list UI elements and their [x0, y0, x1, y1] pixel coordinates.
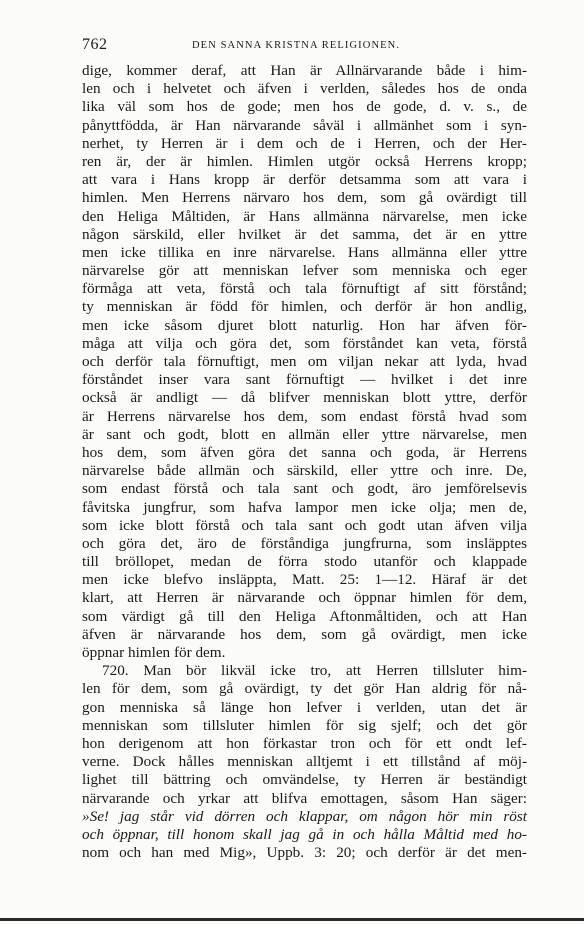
- running-title: DEN SANNA KRISTNA RELIGIONEN.: [192, 40, 401, 51]
- text-line: menniskan som tillsluter himlen för sig sjelf; och det gör: [82, 716, 527, 734]
- text-line: dige, kommer deraf, att Han är Allnärvarande både i him-: [82, 62, 527, 79]
- text-line: fåvitska jungfrur, som hafva lampor men icke olja; men de,: [82, 498, 527, 516]
- text-line: len för dem, som gå ovärdigt, ty det gör Han aldrig för nå-: [82, 680, 527, 698]
- text-line: och öppnar, till honom skall jag gå in och hålla Måltid med ho-: [82, 825, 527, 843]
- text-line: gon menniska så länge hon lefver i verlden, utan det är: [82, 698, 527, 716]
- text-line: förmåga att veta, förstå och tala förnuftigt af sitt förstånd;: [82, 280, 527, 298]
- text-line: äfven är närvarande hos dem, som gå ovärdigt, men icke: [82, 625, 527, 643]
- text-line: nerhet, ty Herren är i dem och de i Herren, och der Her-: [82, 134, 527, 152]
- text-line: måga att vilja och göra det, som förståndet kan veta, förstå: [82, 334, 527, 352]
- text-line: lighet till bättring och omvändelse, ty Herren är beständigt: [82, 771, 527, 789]
- text-line: är sant och godt, blott en allmän eller yttre närvarelse, men: [82, 425, 527, 443]
- text-line: nom och han med Mig», Uppb. 3: 20; och derför är det men-: [82, 844, 527, 862]
- text-line: är Herrens närvarelse hos dem, som endast förstå hvad som: [82, 407, 527, 425]
- text-line: men icke såsom djuret blott naturlig. Hon har äfven för-: [82, 316, 527, 334]
- text-line: men icke tillika en inre närvarelse. Hans allmänna eller yttre: [82, 243, 527, 261]
- text-line: och derför tala förnuftigt, men om viljan nekar att lyda, hvad: [82, 353, 527, 370]
- text-line: som icke blott förstå och tala sant och godt utan äfven vilja: [82, 516, 527, 534]
- text-line: öppnar himlen för dem.: [82, 644, 226, 661]
- text-line: len och i helvetet och äfven i verlden, således hos de onda: [82, 80, 527, 98]
- text-line: närvarande och yrkar att blifva emottagen, såsom Han säger:: [82, 789, 527, 807]
- text-line: någon särskild, eller hvilket är det samma, det är en yttre: [82, 225, 527, 243]
- text-line: som värdigt gå till den Heliga Aftonmåltiden, och att Han: [82, 607, 527, 625]
- text-line: att vara i Hans kropp är derför detsamma som att vara i: [82, 171, 527, 189]
- text-line: klart, att Herren är närvarande och öppnar himlen för dem,: [82, 589, 527, 607]
- text-line: och göra det, äro de förståndiga jungfrurna, som insläpptes: [82, 534, 527, 552]
- page-bottom-border: [0, 918, 584, 921]
- text-line: verne. Dock hålles menniskan alltjemt i ett tillstånd af möj-: [82, 753, 527, 771]
- page-number: 762: [82, 36, 108, 53]
- text-line: »Se! jag står vid dörren och klappar, om någon hör min röst: [82, 807, 527, 825]
- body-text: [82, 62, 527, 862]
- text-line: 720. Man bör likväl icke tro, att Herren tillsluter him-: [102, 662, 527, 680]
- text-line: också är andligt — då blifver menniskan blott yttre, derför: [82, 389, 527, 407]
- page-header: [82, 36, 522, 58]
- text-line: lika väl som hos de gode; men hos de gode, d. v. s., de: [82, 98, 527, 116]
- text-line: som endast förstå och tala sant och godt, äro jemförelsevis: [82, 480, 527, 498]
- text-line: ty menniskan är född för himlen, och derför är hon andlig,: [82, 298, 527, 316]
- text-line: pånyttfödda, är Han närvarande såväl i allmänhet som i syn-: [82, 116, 527, 134]
- text-line: hos dem, som äfven göra det sanna och goda, är Herrens: [82, 443, 527, 461]
- text-line: förståndet inser vara sant förnuftigt — hvilket i det inre: [82, 371, 527, 389]
- text-line: ren är, der är himlen. Himlen utgör också Herrens kropp;: [82, 152, 527, 170]
- text-line: till bröllopet, medan de förra stodo utanför och klappade: [82, 553, 527, 571]
- text-line: himlen. Men Herrens närvaro hos dem, som gå ovärdigt till: [82, 189, 527, 207]
- text-line: närvarelse gör att menniskan lefver som menniska och eger: [82, 262, 527, 280]
- text-line: men icke blefvo insläppta, Matt. 25: 1—12. Häraf är det: [82, 571, 527, 589]
- text-line: närvarelse både allmän och särskild, eller yttre och inre. De,: [82, 462, 527, 480]
- text-line: den Heliga Måltiden, är Hans allmänna närvarelse, men icke: [82, 207, 527, 225]
- text-line: hon derigenom att hon förkastar tron och för ett ondt lef-: [82, 734, 527, 752]
